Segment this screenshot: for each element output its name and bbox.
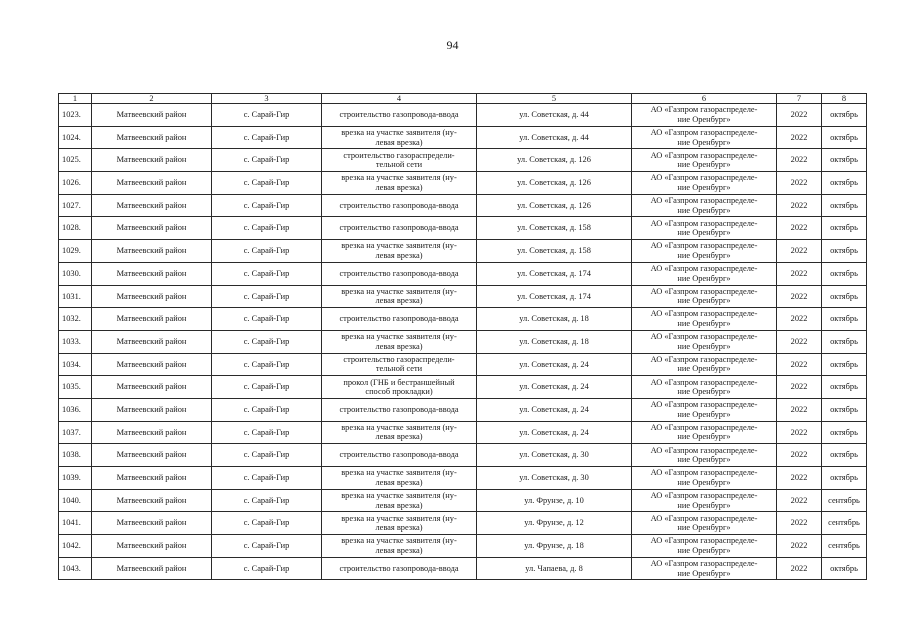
year-cell: 2022 [777,240,822,263]
district-cell: Матвеевский район [92,467,212,490]
table-row [59,240,867,263]
village-cell: с. Сарай-Гир [212,104,322,127]
organization-line: АО «Газпром газораспределе- [650,241,758,251]
address-cell: ул. Советская, д. 30 [477,467,632,490]
row-number: 1032. [59,308,92,331]
district-cell: Матвеевский район [92,194,212,217]
district-cell: Матвеевский район [92,285,212,308]
address-cell: ул. Советская, д. 24 [477,376,632,399]
organization-line: ние Оренбург» [677,114,731,124]
year-cell: 2022 [777,262,822,285]
district-cell: Матвеевский район [92,512,212,535]
organization-cell [632,240,777,263]
month-cell: сентябрь [822,512,867,535]
month-cell: сентябрь [822,489,867,512]
row-number: 1040. [59,489,92,512]
organization-cell [632,262,777,285]
work-type-line: левая врезка) [375,182,423,192]
district-cell: Матвеевский район [92,308,212,331]
month-cell: октябрь [822,217,867,240]
organization-line: АО «Газпром газораспределе- [650,422,758,432]
village-cell: с. Сарай-Гир [212,262,322,285]
address-cell: ул. Фрунзе, д. 10 [477,489,632,512]
village-cell: с. Сарай-Гир [212,376,322,399]
organization-line: АО «Газпром газораспределе- [650,264,758,274]
work-type-cell [322,240,477,263]
district-cell: Матвеевский район [92,353,212,376]
organization-line: ние Оренбург» [677,160,731,170]
work-type-line: строительство газопровода-ввода [339,404,459,414]
organization-line: ние Оренбург» [677,409,731,419]
work-type-line: врезка на участке заявителя (ну- [341,286,457,296]
year-cell: 2022 [777,126,822,149]
work-type-line: левая врезка) [375,296,423,306]
organization-cell [632,330,777,353]
column-header: 5 [477,94,632,104]
row-number: 1043. [59,557,92,580]
organization-line: ние Оренбург» [677,545,731,555]
table-row [59,557,867,580]
district-cell: Матвеевский район [92,444,212,467]
organization-cell [632,557,777,580]
table-row [59,308,867,331]
district-cell: Матвеевский район [92,149,212,172]
year-cell: 2022 [777,172,822,195]
row-number: 1038. [59,444,92,467]
work-type-line: левая врезка) [375,250,423,260]
village-cell: с. Сарай-Гир [212,285,322,308]
organization-line: ние Оренбург» [677,477,731,487]
village-cell: с. Сарай-Гир [212,353,322,376]
address-cell: ул. Советская, д. 44 [477,104,632,127]
village-cell: с. Сарай-Гир [212,467,322,490]
table-row [59,376,867,399]
year-cell: 2022 [777,308,822,331]
work-type-line: прокол (ГНБ и бестраншейный [343,377,455,387]
work-type-line: врезка на участке заявителя (ну- [341,490,457,500]
work-type-line: строительство газопровода-ввода [339,200,459,210]
work-type-cell [322,376,477,399]
column-header: 4 [322,94,477,104]
village-cell: с. Сарай-Гир [212,172,322,195]
village-cell: с. Сарай-Гир [212,421,322,444]
row-number: 1029. [59,240,92,263]
year-cell: 2022 [777,376,822,399]
address-cell: ул. Советская, д. 126 [477,172,632,195]
village-cell: с. Сарай-Гир [212,512,322,535]
address-cell: ул. Советская, д. 126 [477,194,632,217]
organization-cell [632,194,777,217]
address-cell: ул. Советская, д. 126 [477,149,632,172]
table-row [59,421,867,444]
column-header: 2 [92,94,212,104]
month-cell: октябрь [822,104,867,127]
row-number: 1027. [59,194,92,217]
address-cell: ул. Советская, д. 24 [477,421,632,444]
work-type-cell [322,172,477,195]
table-row [59,149,867,172]
organization-line: АО «Газпром газораспределе- [650,105,758,115]
organization-line: АО «Газпром газораспределе- [650,286,758,296]
table-row [59,489,867,512]
month-cell: октябрь [822,262,867,285]
village-cell: с. Сарай-Гир [212,535,322,558]
work-type-line: строительство газопровода-ввода [339,110,459,120]
village-cell: с. Сарай-Гир [212,240,322,263]
year-cell: 2022 [777,104,822,127]
organization-line: АО «Газпром газораспределе- [650,196,758,205]
year-cell: 2022 [777,444,822,467]
column-header: 7 [777,94,822,104]
work-type-line: левая врезка) [375,137,423,147]
district-cell: Матвеевский район [92,240,212,263]
district-cell: Матвеевский район [92,262,212,285]
year-cell: 2022 [777,194,822,217]
table-row [59,330,867,353]
month-cell: октябрь [822,285,867,308]
organization-line: ние Оренбург» [677,455,731,465]
organization-cell [632,535,777,558]
work-type-cell [322,467,477,490]
month-cell: октябрь [822,398,867,421]
month-cell: октябрь [822,240,867,263]
month-cell: октябрь [822,444,867,467]
month-cell: октябрь [822,421,867,444]
page-number: 94 [446,38,459,52]
organization-cell [632,126,777,149]
organization-line: АО «Газпром газораспределе- [650,354,758,364]
organization-line: АО «Газпром газораспределе- [650,400,758,410]
address-cell: ул. Советская, д. 24 [477,353,632,376]
year-cell: 2022 [777,467,822,490]
organization-cell [632,308,777,331]
table-body [59,104,867,580]
organization-line: ние Оренбург» [677,568,731,578]
address-cell: ул. Советская, д. 174 [477,285,632,308]
row-number: 1028. [59,217,92,240]
work-type-line: левая врезка) [375,523,423,533]
work-type-cell [322,557,477,580]
month-cell: октябрь [822,330,867,353]
table-row [59,217,867,240]
district-cell: Матвеевский район [92,376,212,399]
address-cell: ул. Советская, д. 158 [477,240,632,263]
year-cell: 2022 [777,285,822,308]
organization-line: ние Оренбург» [677,205,731,215]
district-cell: Матвеевский район [92,398,212,421]
row-number: 1036. [59,398,92,421]
month-cell: октябрь [822,557,867,580]
organization-line: ние Оренбург» [677,250,731,260]
address-cell: ул. Советская, д. 18 [477,330,632,353]
row-number: 1039. [59,467,92,490]
organization-line: ние Оренбург» [677,319,731,329]
organization-line: ние Оренбург» [677,432,731,442]
organization-line: ние Оренбург» [677,364,731,374]
row-number: 1037. [59,421,92,444]
row-number: 1042. [59,535,92,558]
table-row [59,104,867,127]
month-cell: октябрь [822,376,867,399]
organization-line: ние Оренбург» [677,523,731,533]
village-cell: с. Сарай-Гир [212,444,322,467]
work-type-cell [322,149,477,172]
table-row [59,444,867,467]
village-cell: с. Сарай-Гир [212,308,322,331]
column-header: 1 [59,94,92,104]
address-cell: ул. Советская, д. 44 [477,126,632,149]
table-row [59,126,867,149]
table-row [59,172,867,195]
organization-line: ние Оренбург» [677,228,731,238]
organization-line: ние Оренбург» [677,137,731,147]
address-cell: ул. Советская, д. 30 [477,444,632,467]
village-cell: с. Сарай-Гир [212,489,322,512]
work-type-line: левая врезка) [375,477,423,487]
work-type-line: врезка на участке заявителя (ну- [341,173,457,183]
organization-line: АО «Газпром газораспределе- [650,218,758,228]
year-cell: 2022 [777,557,822,580]
row-number: 1030. [59,262,92,285]
work-type-cell [322,285,477,308]
organization-line: АО «Газпром газораспределе- [650,127,758,137]
organization-line: АО «Газпром газораспределе- [650,377,758,387]
year-cell: 2022 [777,330,822,353]
organization-cell [632,376,777,399]
year-cell: 2022 [777,398,822,421]
work-type-cell [322,217,477,240]
table-row [59,262,867,285]
organization-line: ние Оренбург» [677,273,731,283]
work-type-cell [322,398,477,421]
work-type-cell [322,489,477,512]
village-cell: с. Сарай-Гир [212,557,322,580]
district-cell: Матвеевский район [92,126,212,149]
work-type-line: левая врезка) [375,545,423,555]
month-cell: октябрь [822,467,867,490]
organization-line: ние Оренбург» [677,182,731,192]
table-row [59,285,867,308]
row-number: 1031. [59,285,92,308]
organization-cell [632,467,777,490]
work-type-cell [322,512,477,535]
header-row [59,94,867,104]
work-type-line: строительство газопровода-ввода [339,223,459,233]
village-cell: с. Сарай-Гир [212,126,322,149]
column-header: 8 [822,94,867,104]
district-cell: Матвеевский район [92,172,212,195]
organization-cell [632,444,777,467]
month-cell: октябрь [822,126,867,149]
village-cell: с. Сарай-Гир [212,194,322,217]
address-cell: ул. Советская, д. 158 [477,217,632,240]
organization-cell [632,149,777,172]
organization-cell [632,104,777,127]
month-cell: октябрь [822,194,867,217]
organization-line: ние Оренбург» [677,500,731,510]
work-type-line: левая врезка) [375,432,423,442]
work-type-line: врезка на участке заявителя (ну- [341,468,457,478]
year-cell: 2022 [777,421,822,444]
organization-cell [632,489,777,512]
table-row [59,535,867,558]
table-row [59,353,867,376]
work-type-line: строительство газораспредели- [343,150,455,160]
work-type-line: врезка на участке заявителя (ну- [341,332,457,342]
table-row [59,398,867,421]
work-type-line: строительство газопровода-ввода [339,268,459,278]
work-type-line: врезка на участке заявителя (ну- [341,127,457,137]
address-cell: ул. Советская, д. 24 [477,398,632,421]
organization-line: АО «Газпром газораспределе- [650,559,758,568]
row-number: 1034. [59,353,92,376]
month-cell: октябрь [822,308,867,331]
address-cell: ул. Советская, д. 18 [477,308,632,331]
table-row [59,194,867,217]
work-type-cell [322,194,477,217]
organization-line: АО «Газпром газораспределе- [650,445,758,455]
organization-line: ние Оренбург» [677,341,731,351]
month-cell: октябрь [822,353,867,376]
address-cell: ул. Фрунзе, д. 18 [477,535,632,558]
year-cell: 2022 [777,512,822,535]
organization-line: АО «Газпром газораспределе- [650,513,758,523]
work-type-line: врезка на участке заявителя (ну- [341,513,457,523]
column-header: 3 [212,94,322,104]
row-number: 1025. [59,149,92,172]
work-type-line: левая врезка) [375,500,423,510]
work-type-cell [322,308,477,331]
organization-line: АО «Газпром газораспределе- [650,536,758,546]
organization-cell [632,398,777,421]
organization-cell [632,421,777,444]
work-type-line: способ прокладки) [365,387,433,397]
organization-line: АО «Газпром газораспределе- [650,309,758,319]
work-type-line: врезка на участке заявителя (ну- [341,241,457,251]
organization-cell [632,172,777,195]
organization-cell [632,285,777,308]
table-row [59,512,867,535]
work-type-line: тельной сети [375,364,423,374]
row-number: 1026. [59,172,92,195]
work-type-line: тельной сети [375,160,423,170]
work-type-cell [322,262,477,285]
work-type-cell [322,444,477,467]
row-number: 1023. [59,104,92,127]
district-cell: Матвеевский район [92,104,212,127]
work-type-line: строительство газораспредели- [343,354,455,364]
address-cell: ул. Чапаева, д. 8 [477,557,632,580]
month-cell: октябрь [822,172,867,195]
village-cell: с. Сарай-Гир [212,149,322,172]
village-cell: с. Сарай-Гир [212,330,322,353]
organization-cell [632,217,777,240]
work-type-line: строительство газопровода-ввода [339,563,459,573]
work-type-line: строительство газопровода-ввода [339,450,459,460]
organization-line: АО «Газпром газораспределе- [650,173,758,183]
address-cell: ул. Фрунзе, д. 12 [477,512,632,535]
table-row [59,467,867,490]
work-type-line: строительство газопровода-ввода [339,314,459,324]
district-cell: Матвеевский район [92,489,212,512]
organization-cell [632,353,777,376]
row-number: 1033. [59,330,92,353]
month-cell: сентябрь [822,535,867,558]
village-cell: с. Сарай-Гир [212,398,322,421]
organization-line: ние Оренбург» [677,296,731,306]
organization-line: ние Оренбург» [677,387,731,397]
work-type-cell [322,330,477,353]
organization-line: АО «Газпром газораспределе- [650,150,758,160]
year-cell: 2022 [777,217,822,240]
work-type-cell [322,126,477,149]
work-type-line: левая врезка) [375,341,423,351]
year-cell: 2022 [777,535,822,558]
work-type-cell [322,535,477,558]
work-type-cell [322,353,477,376]
row-number: 1035. [59,376,92,399]
row-number: 1024. [59,126,92,149]
year-cell: 2022 [777,489,822,512]
organization-cell [632,512,777,535]
work-type-line: врезка на участке заявителя (ну- [341,536,457,546]
month-cell: октябрь [822,149,867,172]
district-cell: Матвеевский район [92,421,212,444]
address-cell: ул. Советская, д. 174 [477,262,632,285]
year-cell: 2022 [777,149,822,172]
organization-line: АО «Газпром газораспределе- [650,490,758,500]
district-cell: Матвеевский район [92,217,212,240]
row-number: 1041. [59,512,92,535]
district-cell: Матвеевский район [92,535,212,558]
village-cell: с. Сарай-Гир [212,217,322,240]
work-type-cell [322,421,477,444]
work-type-cell [322,104,477,127]
work-type-line: врезка на участке заявителя (ну- [341,422,457,432]
registry-table [58,93,867,580]
district-cell: Матвеевский район [92,330,212,353]
organization-line: АО «Газпром газораспределе- [650,332,758,342]
district-cell: Матвеевский район [92,557,212,580]
year-cell: 2022 [777,353,822,376]
organization-line: АО «Газпром газораспределе- [650,468,758,478]
column-header: 6 [632,94,777,104]
